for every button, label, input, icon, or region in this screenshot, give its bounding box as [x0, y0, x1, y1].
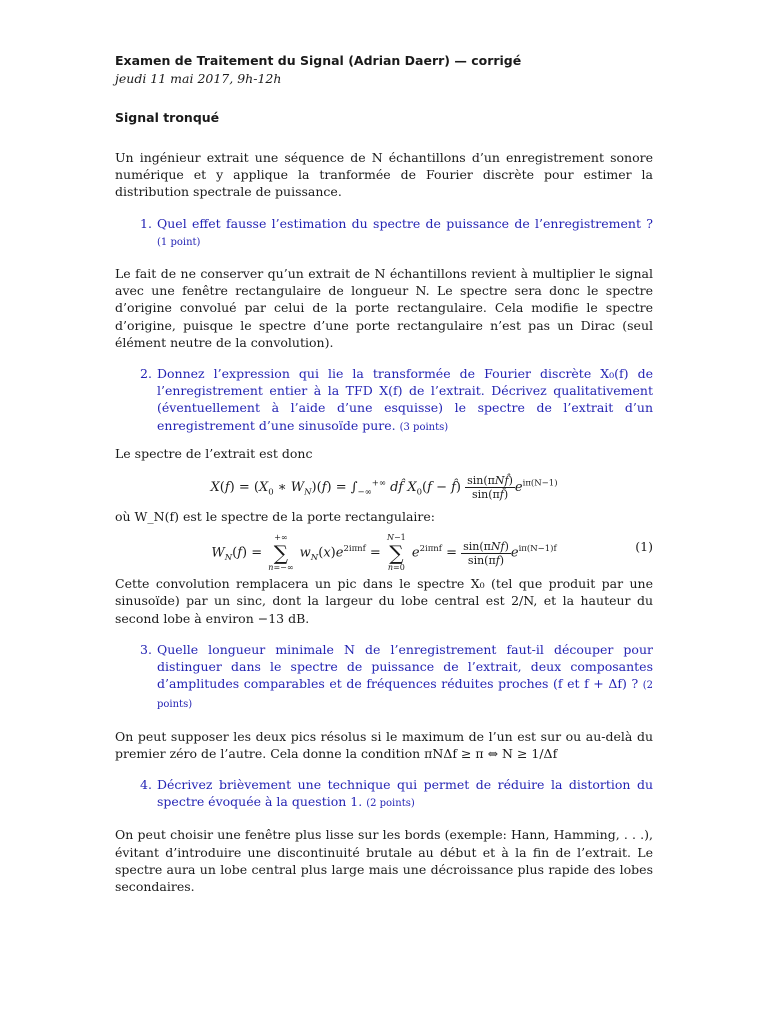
question-text: Quelle longueur minimale N de l’enregistrement faut-il découper pour distinguer dans le spectre de puissance de l’extrait, deux composantes d’amplitudes comparables et de fréquences réduites proches (f et f + Δf) ? — [157, 641, 653, 692]
question-1 — [140, 215, 653, 251]
answer-2-end: Cette convolution remplacera un pic dans le spectre X₀ (tel que produit par une sinusoïde) par un sinc, dont la largeur du lobe central est 2/N, et la hauteur du second lobe à environ −13 dB. — [115, 576, 653, 626]
answer-1: Le fait de ne conserver qu’un extrait de N échantillons revient à multiplier le signal avec une fenêtre rectangulaire de longueur N. Le spectre sera donc le spectre d’origine convolué par celui de la porte rectangulaire. Cela modifie le spectre d’origine, puisque le spectre d’une porte rectangulaire n’est pas un Dirac (seul élément neutre de la convolution). — [115, 266, 653, 350]
question-2 — [140, 365, 653, 436]
answer-3: On peut supposer les deux pics résolus si le maximum de l’un est sur ou au-delà du premier zéro de l’autre. Cela donne la condition πNΔf ≥ π ⇔ N ≥ 1/Δf — [115, 728, 653, 761]
intro-paragraph: Un ingénieur extrait une séquence de N échantillons d’un enregistrement sonore numérique et y applique la tranformée de Fourier discrète pour estimer la distribution spectrale de puissance. — [115, 150, 653, 200]
equation-window-spectrum: $W_N(f)$ = +∞ ∑ n=−∞ $w_N(x)e^{2i\pi nf} = N-1$ ∑ n=0 $e^{2i\pi nf}$ = $\frac{\text{sin(πNf)}}{\sin(\pi f)}$ $e^{i\pi(N-1)f}$ (1) — [211, 533, 653, 573]
equation-convolution: $X(f) = (X_0$ ∗ $W_N)(f) = \int_{-\infty}^{+\infty}$ df̂ $X_0(f$ − f̂) $\frac{\text{sin(πNf̂)}}{\sin(\pi f̂)}$ $e^{i\pi(N-1)}$ — [210, 474, 558, 502]
exam-date: jeudi 11 mai 2017, 9h-12h — [115, 71, 282, 86]
question-number: 4. — [140, 777, 152, 793]
exam-page — [115, 52, 653, 895]
exam-title: Examen de Traitement du Signal (Adrian Daerr) — corrigé — [115, 53, 522, 68]
equation-number: (1) — [635, 539, 653, 555]
question-number: 3. — [140, 641, 152, 657]
question-4 — [140, 776, 653, 812]
question-number: 1. — [140, 215, 152, 231]
question-points: (2 points) — [366, 798, 415, 810]
answer-2-mid: où W_N(f) est le spectre de la porte rectangulaire: — [115, 509, 435, 525]
answer-4: On peut choisir une fenêtre plus lisse sur les bords (exemple: Hann, Hamming, . . .), évitant d’introduire une discontinuité brutale au début et à la fin de l’extrait. Le spectre aura un lobe central plus large mais une décroissance plus rapide des lobes secondaires. — [115, 827, 653, 895]
section-title: Signal tronqué — [115, 110, 220, 125]
question-number: 2. — [140, 366, 152, 382]
question-3 — [140, 641, 653, 714]
question-text: Décrivez brièvement une technique qui permet de réduire la distortion du spectre évoquée à la question 1. — [157, 777, 653, 810]
question-points: (1 point) — [157, 236, 201, 248]
question-points: (3 points) — [399, 421, 449, 433]
question-text: Quel effet fausse l’estimation du spectre de puissance de l’enregistrement ? — [157, 215, 653, 231]
answer-2-lead: Le spectre de l’extrait est donc — [115, 445, 313, 461]
question-points: (2 points) — [157, 680, 653, 711]
question-text: Donnez l’expression qui lie la transformée de Fourier discrète X₀(f) de l’enregistrement entier à la TFD X(f) de l’extrait. Décrivez qualitativement (éventuellement à l’aide d’une esquisse) le spectre de l’extrait d’un enregistrement d’une sinusoïde pure. — [157, 366, 653, 433]
